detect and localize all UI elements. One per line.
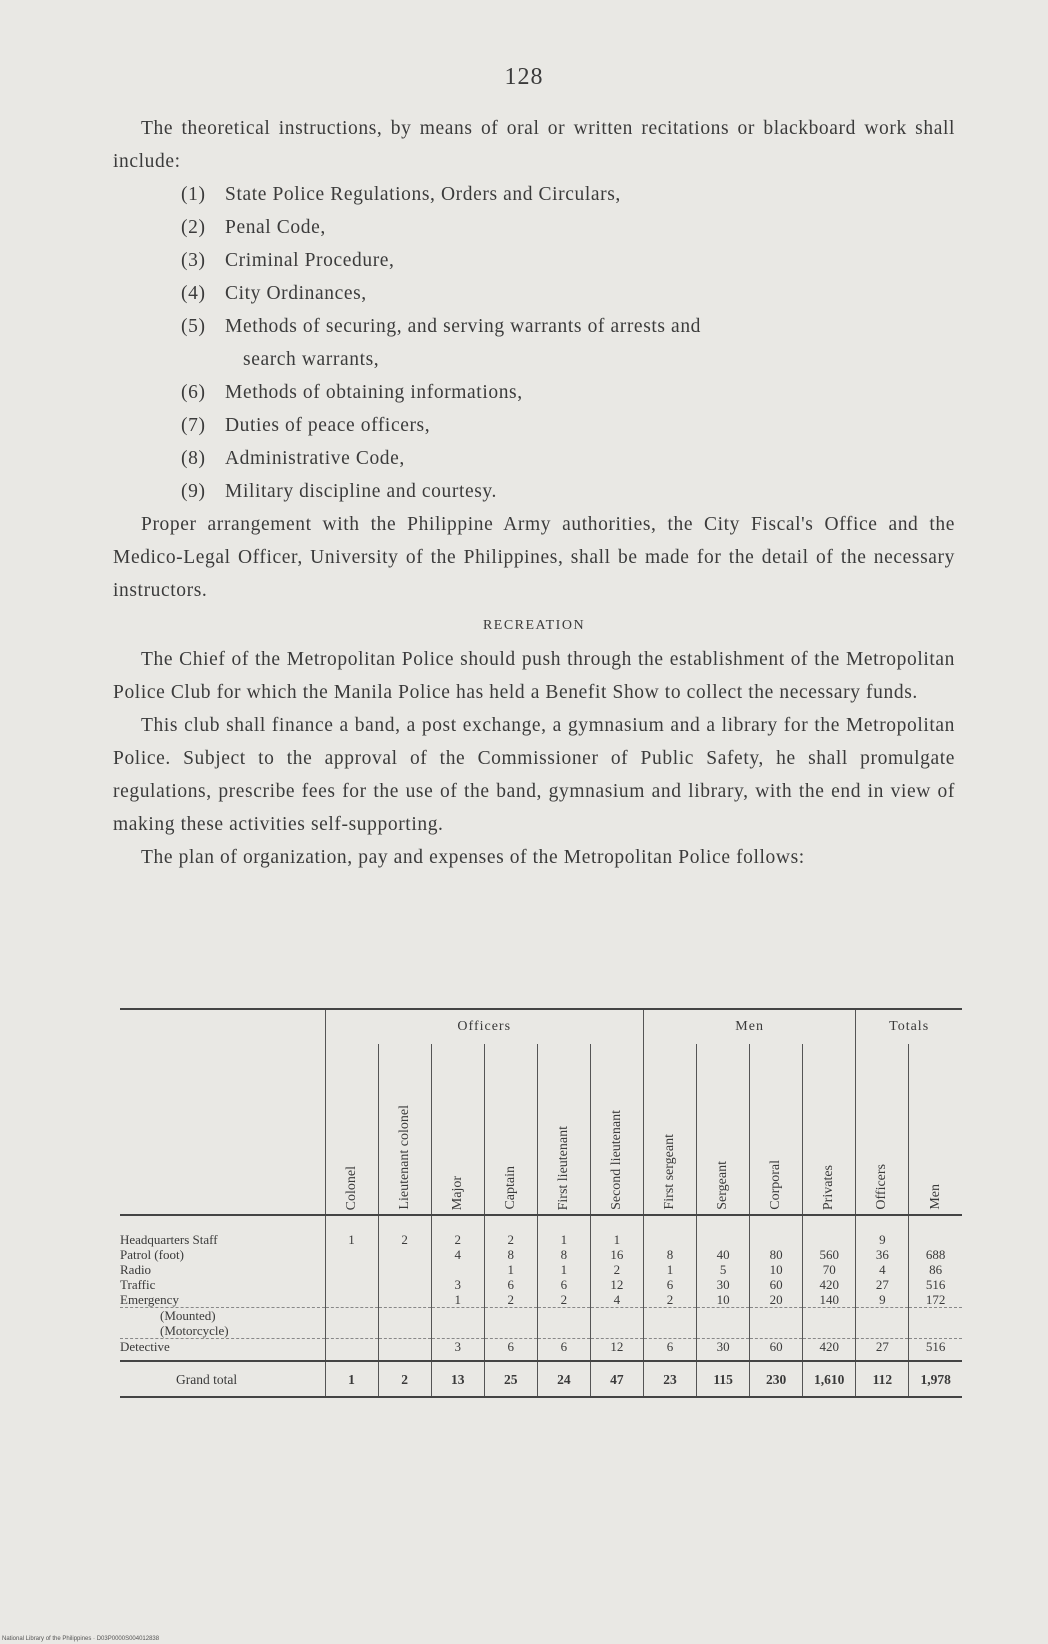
table-cell: 516 [909, 1277, 962, 1292]
table-cell: 86 [909, 1262, 962, 1277]
column-header: Colonel [325, 1044, 378, 1215]
table-cell: 6 [484, 1277, 537, 1292]
table-cell: 5 [697, 1262, 750, 1277]
table-row [120, 1262, 962, 1277]
list-item: (8) Administrative Code, [181, 448, 405, 469]
table-cell: 688 [909, 1247, 962, 1262]
column-header: First sergeant [643, 1044, 696, 1215]
table-cell: 4 [590, 1292, 643, 1308]
table-cell: 70 [803, 1262, 856, 1277]
list-item: (7) Duties of peace officers, [181, 415, 431, 436]
table-cell [431, 1308, 484, 1324]
table-cell: 80 [750, 1247, 803, 1262]
table-cell [697, 1232, 750, 1247]
table-cell: 27 [856, 1277, 909, 1292]
table-row [120, 1292, 962, 1308]
table-row [120, 1308, 962, 1324]
table-cell [325, 1308, 378, 1324]
table-cell [590, 1308, 643, 1324]
table-cell [325, 1292, 378, 1308]
table-cell: 30 [697, 1277, 750, 1292]
arrangement-paragraph: Proper arrangement with the Philippine Army authorities, the City Fiscal's Office and the Medico-Legal Officer, University of the Philippines, shall be made for the detail of the necessary instructors. [113, 514, 955, 601]
table-cell: 1 [537, 1262, 590, 1277]
table-cell [431, 1323, 484, 1339]
intro-paragraph: The theoretical instructions, by means of oral or written recitations or blackboard work shall include: [113, 118, 955, 172]
table-cell [856, 1308, 909, 1324]
list-item: (3) Criminal Procedure, [181, 250, 395, 271]
table-cell: 6 [537, 1339, 590, 1355]
table-cell [378, 1247, 431, 1262]
page-number: 128 [504, 64, 544, 90]
table-cell: 1 [325, 1232, 378, 1247]
table-cell [750, 1323, 803, 1339]
table-cell: 6 [643, 1339, 696, 1355]
table-cell [537, 1323, 590, 1339]
column-header: Corporal [750, 1044, 803, 1215]
table-cell [325, 1262, 378, 1277]
table-row [120, 1277, 962, 1292]
table-cell [378, 1308, 431, 1324]
table-cell [803, 1308, 856, 1324]
table-cell: 20 [750, 1292, 803, 1308]
table-cell [803, 1232, 856, 1247]
list-item: (9) Military discipline and courtesy. [181, 481, 497, 502]
table-cell: 1 [537, 1232, 590, 1247]
table-row [120, 1247, 962, 1262]
row-label: Headquarters Staff [120, 1232, 218, 1247]
table-cell: 2 [484, 1232, 537, 1247]
table-cell: 27 [856, 1339, 909, 1355]
table-cell: 420 [803, 1277, 856, 1292]
table-cell: 9 [856, 1232, 909, 1247]
table-cell: 10 [697, 1292, 750, 1308]
table-cell [431, 1262, 484, 1277]
instruction-list [113, 178, 955, 508]
table-cell: 1 [484, 1262, 537, 1277]
table-cell: 12 [590, 1277, 643, 1292]
table-cell [909, 1308, 962, 1324]
table-cell [697, 1308, 750, 1324]
row-label: (Mounted) [120, 1308, 325, 1324]
table-row [120, 1323, 962, 1339]
table-cell [484, 1323, 537, 1339]
table-cell: 3 [431, 1339, 484, 1355]
column-header: Major [431, 1044, 484, 1215]
table-cell [537, 1308, 590, 1324]
table-cell: 40 [697, 1247, 750, 1262]
column-header: Captain [484, 1044, 537, 1215]
table-cell [750, 1308, 803, 1324]
table-cell [378, 1339, 431, 1355]
row-label: (Motorcycle) [160, 1323, 229, 1338]
table-cell: 16 [590, 1247, 643, 1262]
table-cell [325, 1323, 378, 1339]
row-label: Traffic [120, 1277, 156, 1292]
table-cell [325, 1247, 378, 1262]
table-cell: 2 [378, 1232, 431, 1247]
list-item: (4) City Ordinances, [181, 283, 367, 304]
table-body [120, 1232, 962, 1361]
table-cell: 1 [431, 1292, 484, 1308]
section-heading: RECREATION [482, 618, 586, 633]
table-cell: 6 [643, 1277, 696, 1292]
organization-table [120, 1008, 962, 1398]
plan-paragraph: The plan of organization, pay and expenses of the Metropolitan Police follows: [141, 847, 805, 868]
table-row [120, 1232, 962, 1247]
table-cell: 36 [856, 1247, 909, 1262]
table-cell [909, 1323, 962, 1339]
column-header: Officers [856, 1044, 909, 1215]
finance-paragraph: This club shall finance a band, a post exchange, a gymnasium and a library for the Metropolitan Police. Subject to the approval of the Commissioner of Public Safety, he shall promulgate regulations, prescribe fees for the use of the band, gymnasium and library, with the end in view of making these activities self-supporting. [113, 715, 955, 835]
row-label: Emergency [120, 1292, 179, 1307]
table-cell: 1 [590, 1232, 643, 1247]
table-cell [325, 1339, 378, 1355]
table-cell: 30 [697, 1339, 750, 1355]
table-cell: 4 [431, 1247, 484, 1262]
table-cell: 8 [537, 1247, 590, 1262]
table-cell [378, 1323, 431, 1339]
list-item: (6) Methods of obtaining informations, [181, 382, 523, 403]
table-cell: 2 [643, 1292, 696, 1308]
table-cell: 3 [431, 1277, 484, 1292]
table-cell: 140 [803, 1292, 856, 1308]
table-cell [378, 1262, 431, 1277]
table-cell: 6 [537, 1277, 590, 1292]
table-cell: 8 [643, 1247, 696, 1262]
list-item: (5) Methods of securing, and serving warrants of arrests and search warrants, [181, 316, 702, 370]
grand-total-row: Grand total 1 2 13 25 24 47 23 115 230 1,610 112 1,978 [120, 1361, 962, 1397]
group-totals: Totals [856, 1009, 962, 1044]
table-cell [378, 1277, 431, 1292]
body-text [113, 112, 955, 874]
table-cell: 60 [750, 1339, 803, 1355]
table-cell: 560 [803, 1247, 856, 1262]
table-cell [643, 1232, 696, 1247]
table-cell [909, 1232, 962, 1247]
column-header: Second lieutenant [590, 1044, 643, 1215]
list-item: (1) State Police Regulations, Orders and Circulars, [181, 184, 621, 205]
table-row [120, 1339, 962, 1355]
table-cell [325, 1277, 378, 1292]
table-cell [750, 1232, 803, 1247]
table-cell: 2 [431, 1232, 484, 1247]
table-cell [803, 1323, 856, 1339]
table-cell: 1 [643, 1262, 696, 1277]
table-cell: 60 [750, 1277, 803, 1292]
table-cell [590, 1323, 643, 1339]
group-officers: Officers [325, 1009, 643, 1044]
table-cell [697, 1323, 750, 1339]
column-header: Sergeant [697, 1044, 750, 1215]
table-cell: 10 [750, 1262, 803, 1277]
table-cell: 516 [909, 1339, 962, 1355]
table-cell: 8 [484, 1247, 537, 1262]
table-cell: 12 [590, 1339, 643, 1355]
row-label: Patrol (foot) [120, 1247, 184, 1262]
row-label: Radio [120, 1262, 152, 1277]
table-cell: 2 [590, 1262, 643, 1277]
group-men: Men [643, 1009, 855, 1044]
row-label: Detective [120, 1339, 325, 1355]
column-header: Privates [803, 1044, 856, 1215]
club-paragraph: The Chief of the Metropolitan Police should push through the establishment of the Metropolitan Police Club for which the Manila Police has held a Benefit Show to collect the necessary funds. [113, 649, 955, 703]
table-cell: 6 [484, 1339, 537, 1355]
table-cell: 2 [484, 1292, 537, 1308]
table-cell: 172 [909, 1292, 962, 1308]
table-cell: 2 [537, 1292, 590, 1308]
table-cell: 9 [856, 1292, 909, 1308]
table-cell: 420 [803, 1339, 856, 1355]
column-header: First lieutenant [537, 1044, 590, 1215]
table-cell [856, 1323, 909, 1339]
list-item: (2) Penal Code, [181, 217, 326, 238]
column-header: Men [909, 1044, 962, 1215]
table-cell [378, 1292, 431, 1308]
table-cell: 4 [856, 1262, 909, 1277]
column-header: Lieutenant colonel [378, 1044, 431, 1215]
table-cell [484, 1308, 537, 1324]
table-cell [643, 1308, 696, 1324]
table-cell [643, 1323, 696, 1339]
archive-footer: National Library of the Philippines · D03P0000S004012838 [2, 1636, 160, 1642]
